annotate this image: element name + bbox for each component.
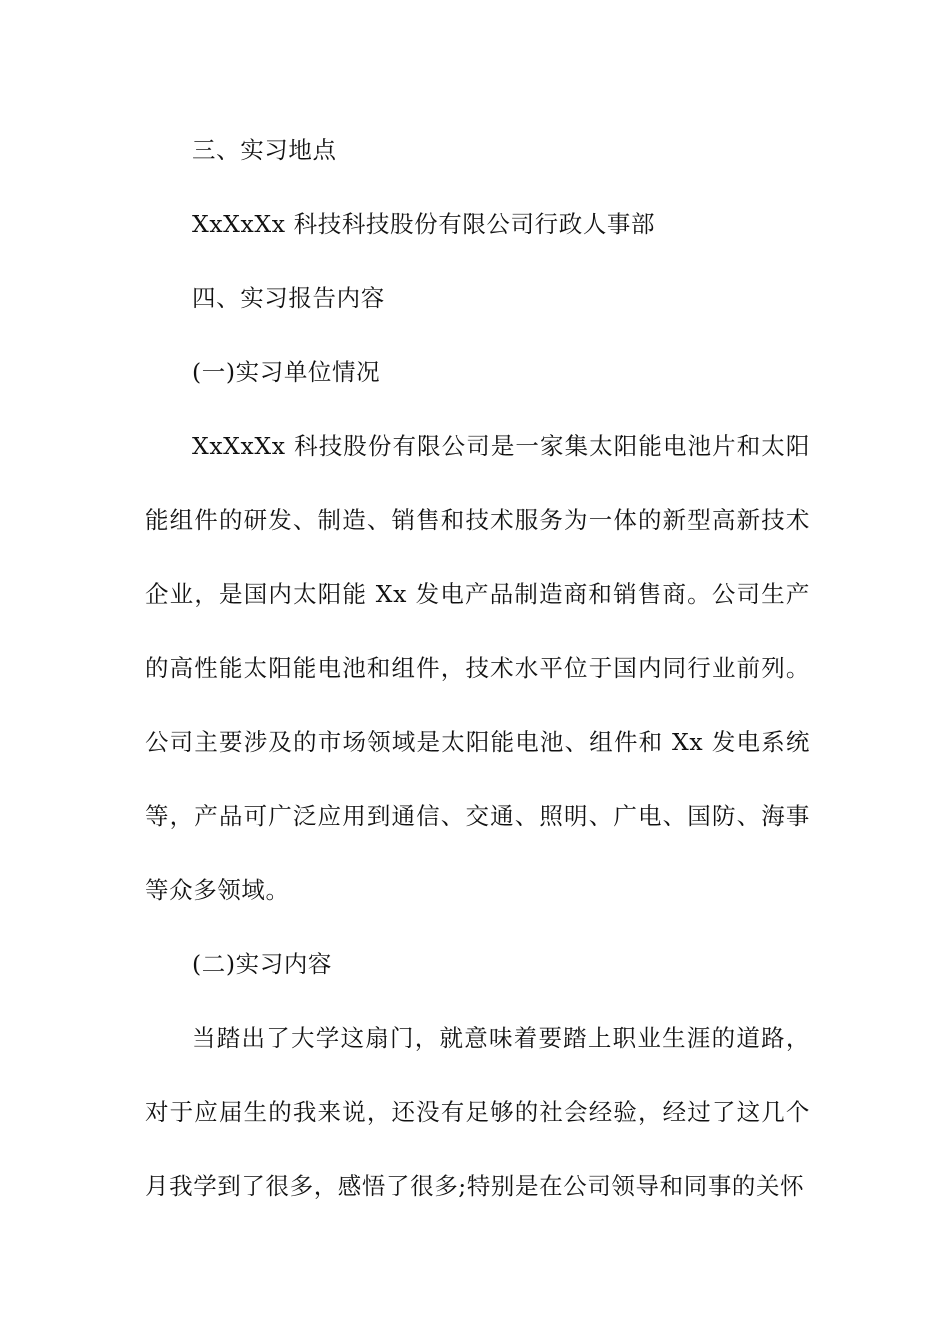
heading-report-content: 四、实习报告内容 — [192, 284, 385, 312]
paragraph-company-department: XxXxXx 科技科技股份有限公司行政人事部 — [192, 210, 656, 238]
subheading-unit-situation: (一)实习单位情况 — [192, 358, 381, 386]
paragraph-internship-reflection: 当踏出了大学这扇门，就意味着要踏上职业生涯的道路，对于应届生的我来说，还没有足够的社会经验，经过了这几个月我学到了很多，感悟了很多;特别是在公司领导和同事的关怀 — [145, 1024, 810, 1200]
heading-internship-location: 三、实习地点 — [192, 136, 337, 164]
document-body — [145, 113, 810, 1223]
paragraph-company-description: XxXxXx 科技股份有限公司是一家集太阳能电池片和太阳能组件的研发、制造、销售和技术服务为一体的新型高新技术企业，是国内太阳能 Xx 发电产品制造商和销售商。公司生产的高性能太阳能电池和组件，技术水平位于国内同行业前列。公司主要涉及的市场领域是太阳能电池、组件和 Xx 发电系统等，产品可广泛应用到通信、交通、照明、广电、国防、海事等众多领域。 — [145, 432, 810, 904]
subheading-internship-content: (二)实习内容 — [192, 950, 333, 978]
